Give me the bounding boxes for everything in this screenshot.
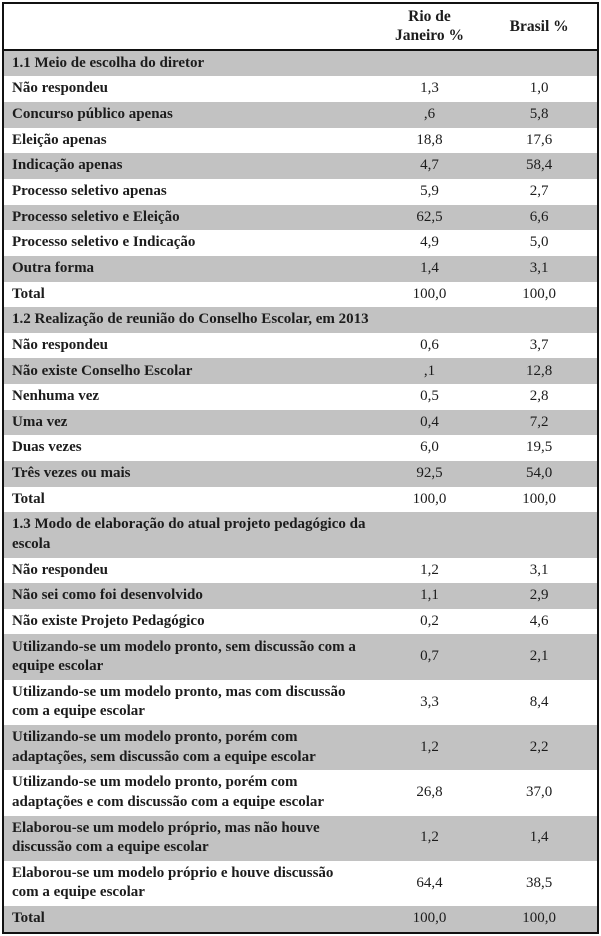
table-body <box>4 50 597 932</box>
row-label: Processo seletivo e Eleição <box>4 205 378 231</box>
value-rio-de-janeiro: 4,9 <box>420 234 439 251</box>
table-row <box>4 725 597 770</box>
row-label: Total <box>12 490 45 507</box>
row-label: Não sei como foi desenvolvido <box>4 583 378 609</box>
value-rio-de-janeiro: 4,7 <box>378 153 482 179</box>
value-rio-de-janeiro: 0,4 <box>378 410 482 436</box>
section-header-row <box>4 50 597 77</box>
row-label: Processo seletivo apenas <box>12 183 167 200</box>
value-brasil: 1,4 <box>481 816 597 861</box>
section-header-row <box>4 512 597 557</box>
row-label: Outra forma <box>4 256 378 282</box>
value-brasil: 100,0 <box>481 906 597 932</box>
section-header-row <box>4 307 597 333</box>
value-rio-de-janeiro: 100,0 <box>412 490 447 507</box>
table-row <box>4 76 597 102</box>
value-brasil: 12,8 <box>481 358 597 384</box>
value-rio-de-janeiro: 64,4 <box>416 874 443 891</box>
value-brasil: 54,0 <box>481 461 597 487</box>
value-brasil: 8,4 <box>529 693 549 710</box>
value-brasil: 2,2 <box>481 725 597 770</box>
value-brasil: 3,7 <box>529 336 549 353</box>
row-label: Não existe Conselho Escolar <box>4 358 378 384</box>
table-row <box>4 487 597 513</box>
value-brasil: 2,9 <box>481 583 597 609</box>
table-row <box>4 256 597 282</box>
value-rio-de-janeiro: 1,2 <box>378 725 482 770</box>
row-label: Três vezes ou mais <box>4 461 378 487</box>
value-brasil: 1,0 <box>529 80 549 97</box>
table-row <box>4 861 597 906</box>
value-rio-de-janeiro: 0,2 <box>420 612 439 629</box>
value-rio-de-janeiro: 1,1 <box>378 583 482 609</box>
value-brasil: 38,5 <box>526 874 553 891</box>
row-label: Não respondeu <box>12 80 108 97</box>
row-label: Nenhuma vez <box>12 388 100 405</box>
section-title: 1.2 Realização de reunião do Conselho Escolar, em 2013 <box>4 307 597 333</box>
table-row <box>4 205 597 231</box>
table-row <box>4 230 597 256</box>
row-label: Elaborou-se um modelo próprio, mas não houve discussão com a equipe escolar <box>4 816 378 861</box>
table-row <box>4 358 597 384</box>
value-rio-de-janeiro: ,6 <box>378 102 482 128</box>
value-brasil: 4,6 <box>529 612 549 629</box>
value-brasil: 58,4 <box>481 153 597 179</box>
table-row <box>4 558 597 584</box>
table-row <box>4 609 597 635</box>
value-rio-de-janeiro: 62,5 <box>378 205 482 231</box>
section-title: 1.1 Meio de escolha do diretor <box>4 50 597 77</box>
table-row <box>4 461 597 487</box>
value-rio-de-janeiro: 0,6 <box>420 336 439 353</box>
row-label: Uma vez <box>4 410 378 436</box>
value-brasil: 100,0 <box>522 490 557 507</box>
column-header-brasil: Brasil % <box>481 4 597 50</box>
value-rio-de-janeiro: 1,4 <box>378 256 482 282</box>
row-label: Não existe Projeto Pedagógico <box>12 612 205 629</box>
statistics-table <box>4 4 597 932</box>
table-row <box>4 153 597 179</box>
table-row <box>4 816 597 861</box>
value-rio-de-janeiro: 1,3 <box>420 80 439 97</box>
value-brasil: 5,8 <box>481 102 597 128</box>
row-label: Não respondeu <box>12 336 108 353</box>
value-rio-de-janeiro: 1,2 <box>378 816 482 861</box>
row-label: Elaborou-se um modelo próprio e houve discussão com a equipe escolar <box>12 864 334 901</box>
value-rio-de-janeiro: 100,0 <box>378 906 482 932</box>
row-label: Duas vezes <box>12 439 82 456</box>
row-label: Total <box>12 285 45 302</box>
table-row <box>4 770 597 815</box>
value-rio-de-janeiro: 18,8 <box>416 131 443 148</box>
value-brasil: 100,0 <box>522 285 557 302</box>
column-header-rio-de-janeiro: Rio de Janeiro % <box>378 4 482 50</box>
value-brasil: 2,1 <box>481 634 597 679</box>
table-row <box>4 583 597 609</box>
value-brasil: 3,1 <box>529 561 549 578</box>
value-rio-de-janeiro: 0,5 <box>420 388 439 405</box>
value-rio-de-janeiro: ,1 <box>378 358 482 384</box>
row-label: Não respondeu <box>12 561 108 578</box>
value-rio-de-janeiro: 1,2 <box>420 561 439 578</box>
row-label: Concurso público apenas <box>4 102 378 128</box>
table-row <box>4 128 597 154</box>
row-label: Utilizando-se um modelo pronto, mas com discussão com a equipe escolar <box>12 683 346 720</box>
row-label: Total <box>4 906 378 932</box>
table-row <box>4 680 597 725</box>
table-row <box>4 282 597 308</box>
row-label: Eleição apenas <box>12 131 107 148</box>
header-row <box>4 4 597 50</box>
column-header-empty <box>4 4 378 50</box>
value-rio-de-janeiro: 3,3 <box>420 693 439 710</box>
value-brasil: 3,1 <box>481 256 597 282</box>
value-brasil: 5,0 <box>529 234 549 251</box>
value-brasil: 19,5 <box>526 439 553 456</box>
value-rio-de-janeiro: 26,8 <box>416 784 443 801</box>
table-row <box>4 634 597 679</box>
row-label: Utilizando-se um modelo pronto, porém com adaptações e com discussão com a equipe escolar <box>12 774 325 810</box>
table-row <box>4 333 597 359</box>
value-rio-de-janeiro: 100,0 <box>412 285 447 302</box>
table-row <box>4 102 597 128</box>
value-brasil: 6,6 <box>481 205 597 231</box>
value-rio-de-janeiro: 5,9 <box>420 183 439 200</box>
statistics-table-frame <box>2 2 599 934</box>
value-rio-de-janeiro: 92,5 <box>378 461 482 487</box>
table-row <box>4 179 597 205</box>
table-row <box>4 906 597 932</box>
row-label: Utilizando-se um modelo pronto, sem discussão com a equipe escolar <box>4 634 378 679</box>
value-brasil: 7,2 <box>481 410 597 436</box>
value-brasil: 2,7 <box>529 183 549 200</box>
row-label: Utilizando-se um modelo pronto, porém com adaptações, sem discussão com a equipe escolar <box>4 725 378 770</box>
value-brasil: 2,8 <box>529 388 549 405</box>
row-label: Processo seletivo e Indicação <box>12 234 196 251</box>
section-title: 1.3 Modo de elaboração do atual projeto pedagógico da escola <box>4 512 597 557</box>
table-header <box>4 4 597 50</box>
table-row <box>4 435 597 461</box>
row-label: Indicação apenas <box>4 153 378 179</box>
value-brasil: 37,0 <box>526 784 553 801</box>
value-brasil: 17,6 <box>526 131 553 148</box>
table-row <box>4 384 597 410</box>
value-rio-de-janeiro: 0,7 <box>378 634 482 679</box>
table-row <box>4 410 597 436</box>
value-rio-de-janeiro: 6,0 <box>420 439 439 456</box>
